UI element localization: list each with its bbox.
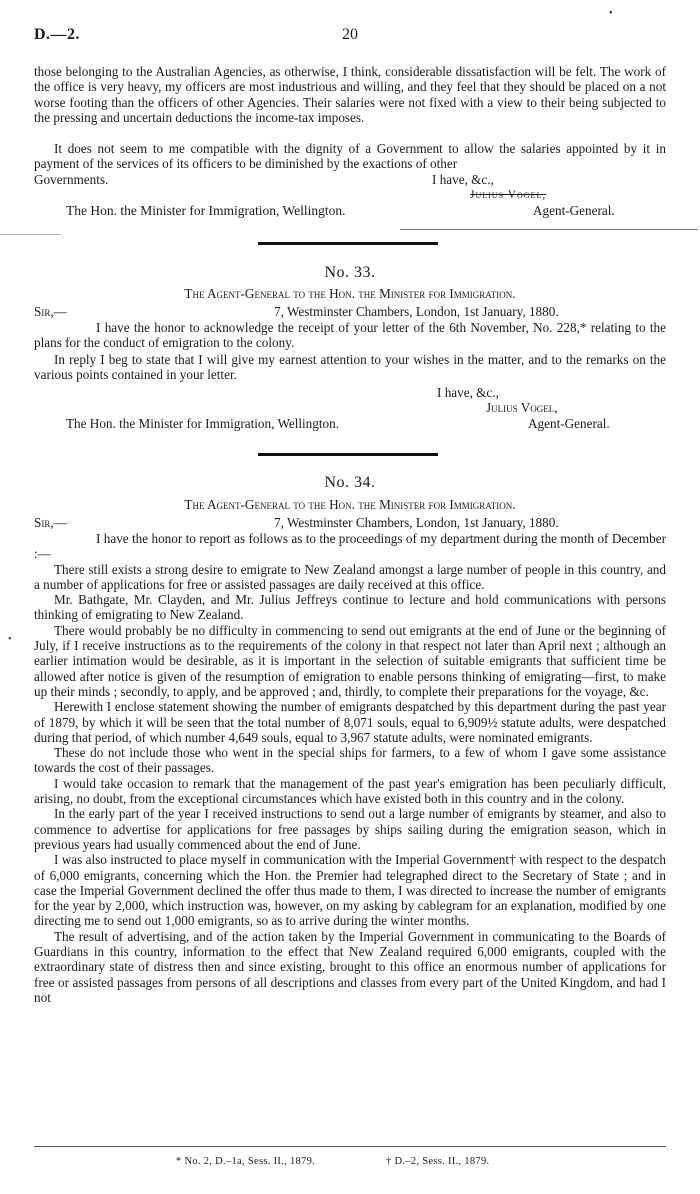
section-rule-2: [258, 453, 438, 456]
footnote-a: * No. 2, D.–1a, Sess. II., 1879.: [176, 1156, 316, 1167]
letter-34-para: Mr. Bathgate, Mr. Clayden, and Mr. Julius Jeffreys continue to lecture and hold communications with persons thinking of emigrating to New Zealand.: [34, 592, 666, 623]
document-reference: D.—2.: [34, 26, 81, 43]
letter-34-para: Herewith I enclose statement showing the number of emigrants despatched by this department during the past year of 1879, by which it will be seen that the total number of 8,071 souls, equal to 6,909½ statute adults, were despatched during that period, of which number 4,649 souls, equal to 3,967 statute adults, were nominated emigrants.: [34, 699, 666, 745]
continued-letter-para-1: those belonging to the Australian Agencies, as otherwise, I think, considerable dissatisfaction will be felt. The work of the office is very heavy, my officers are most industrious and willing, and they feel that they should be placed on a not worse footing than the officers of other Agencies. Their salaries were not fixed with a view to their being subjected to the pressing and uncertain deductions the income-tax imposes.: [34, 64, 666, 125]
addressee-33: The Hon. the Minister for Immigration, Wellington.: [66, 416, 340, 431]
letter-34-para: There still exists a strong desire to emigrate to New Zealand amongst a large number of people in this country, and a number of applications for free or assisted passages are daily received at this office.: [34, 561, 666, 592]
letter-33-body-2: In reply I beg to state that I will give my earnest attention to your wishes in the matter, and to the remarks on the various points contained in your letter.: [34, 352, 666, 383]
addressee-1: The Hon. the Minister for Immigration, Wellington.: [66, 203, 346, 218]
letter-34-para: The result of advertising, and of the action taken by the Imperial Government in communicating to the Boards of Guardians in this country, information to the effect that New Zealand required 6,000 emigrants, coupled with the extraordinary state of distress then and since existing, brought to this office an enormous number of applications for free or assisted passages from persons of all descriptions and classes from every part of the United Kingdom, and had I not: [34, 928, 666, 1005]
closing-1: I have, &c.,: [432, 172, 494, 187]
signature-1: Julius Vogel,: [470, 189, 547, 201]
letter-34-para: These do not include those who went in the special ships for farmers, to a few of whom I gave some assistance towards the cost of their passages.: [34, 745, 666, 776]
margin-mark: •: [8, 634, 12, 645]
letter-34-salutation: Sir,—: [34, 515, 67, 530]
letter-33-salutation: Sir,—: [34, 304, 67, 319]
letter-34-address: 7, Westminster Chambers, London, 1st January, 1880.: [274, 515, 559, 530]
letter-34-number: No. 34.: [324, 474, 376, 491]
title-1: Agent-General.: [533, 203, 615, 218]
letter-34-para: There would probably be no difficulty in commencing to send out emigrants at the end of June or the beginning of July, if I receive instructions as to the requirements of the colony in that respect not later than April next ; although an earlier intimation would be desirable, as it is important in the selection of suitable emigrants that sufficient time be allowed after notice is given of the resumption of emigration to enable persons thinking of emigrating—first, to make up their minds ; secondly, to apply, and be approved ; and, thirdly, to complete their preparations for the voyage, &c.: [34, 622, 666, 699]
letter-33-address: 7, Westminster Chambers, London, 1st January, 1880.: [274, 304, 559, 319]
letter-33-body: I have the honor to acknowledge the receipt of your letter of the 6th November, No. 228,* relating to the plans for the conduct of emigration to the colony.: [34, 320, 666, 351]
letter-33-number: No. 33.: [324, 264, 376, 281]
letter-34-para: I would take occasion to remark that the management of the past year's emigration has been peculiarly difficult, arising, no doubt, from the exceptional circumstances which have existed both in this country and in the colony.: [34, 775, 666, 807]
title-33: Agent-General.: [528, 416, 610, 431]
page-number: 20: [342, 26, 358, 43]
continued-letter-para-2: It does not seem to me compatible with the dignity of a Government to allow the salaries appointed by it in payment of the services of its officers to be diminished by the exactions of other: [34, 141, 666, 172]
letter-34-para: I was also instructed to place myself in communication with the Imperial Government† with respect to the despatch of 6,000 emigrants, concerning which the Hon. the Premier had telegraphed direct to the Secretary of State ; and in case the Imperial Government declined the offer thus made to them, I was directed to increase the number of emigrants for the year by 2,000, which instruction was, however, on my asking by cablegram for an explanation, modified by one directing me to send out 1,000 emigrants, so as to arrive during the winter months.: [34, 852, 666, 929]
page-mark: •: [609, 8, 613, 19]
margin-line: [0, 234, 60, 235]
letter-34-heading: The Agent-General to the Hon. the Minister for Immigration.: [184, 497, 516, 512]
signature-33: Julius Vogel,: [486, 400, 558, 415]
continued-letter-para-2-end: Governments.: [34, 172, 109, 187]
letter-34-para: In the early part of the year I received instructions to send out a large number of emigrants by steamer, and also to commence to advertise for applications for free passages by ships sailing during the emigration season, which in previous years had usually commenced about the end of June.: [34, 806, 666, 852]
letter-33-heading: The Agent-General to the Hon. the Minister for Immigration.: [184, 286, 516, 301]
letter-34-body: [34, 531, 666, 1005]
footnote-b: † D.–2, Sess. II., 1879.: [386, 1156, 490, 1167]
signature-line: [400, 229, 698, 230]
section-rule-1: [258, 242, 438, 245]
closing-33: I have, &c.,: [437, 385, 499, 400]
letter-34-para: I have the honor to report as follows as to the proceedings of my department during the month of December :—: [34, 531, 666, 562]
footnote-rule: [34, 1146, 666, 1147]
